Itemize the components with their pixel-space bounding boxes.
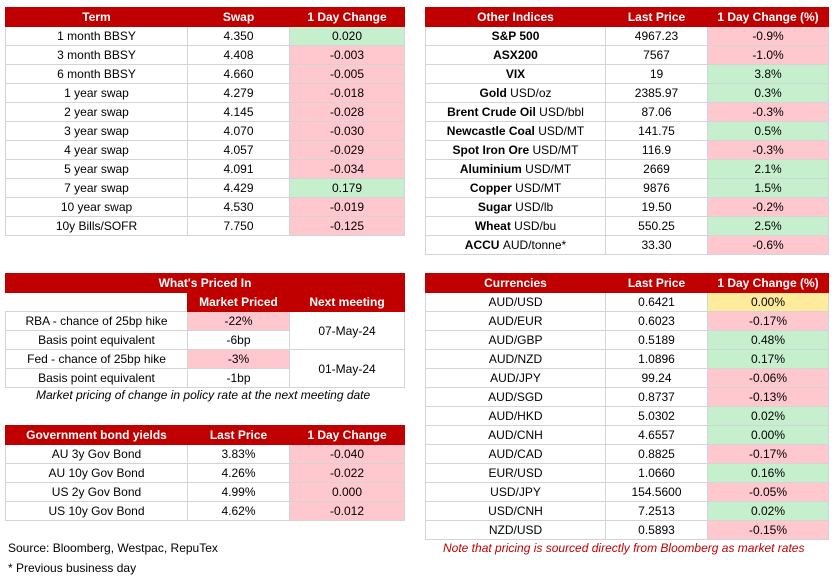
swap-change: 0.020 <box>290 27 405 46</box>
index-unit-label: USD/MT <box>538 124 585 138</box>
bonds-header-row <box>6 426 405 445</box>
currency-price: 99.24 <box>606 369 708 388</box>
currency-row <box>426 388 829 407</box>
index-price: 7567 <box>606 46 708 65</box>
swap-term: 7 year swap <box>6 179 188 198</box>
index-unit-label: USD/lb <box>515 200 554 214</box>
currency-row <box>426 369 829 388</box>
currency-change: 0.00% <box>708 293 829 312</box>
currency-price: 0.6023 <box>606 312 708 331</box>
swap-term: 6 month BBSY <box>6 65 188 84</box>
priced-in-value: -6bp <box>188 331 290 350</box>
bond-name: AU 10y Gov Bond <box>6 464 188 483</box>
indices-table <box>425 7 829 255</box>
currency-price: 4.6557 <box>606 426 708 445</box>
bond-change: -0.012 <box>290 502 405 521</box>
index-name-label: Copper <box>469 181 512 195</box>
bloomberg-note: Note that pricing is sourced directly from Bloomberg as market rates <box>443 541 805 555</box>
swap-row <box>6 84 405 103</box>
index-change: -0.9% <box>708 27 829 46</box>
index-price: 9876 <box>606 179 708 198</box>
swap-header-swap: Swap <box>188 8 290 27</box>
currency-price: 1.0660 <box>606 464 708 483</box>
currency-pair: NZD/USD <box>426 521 606 540</box>
swap-row <box>6 179 405 198</box>
index-change: -0.3% <box>708 141 829 160</box>
swap-change: -0.030 <box>290 122 405 141</box>
index-change: -0.3% <box>708 103 829 122</box>
index-change: 2.5% <box>708 217 829 236</box>
bonds-header-change: 1 Day Change <box>290 426 405 445</box>
index-row <box>426 198 829 217</box>
bond-change: 0.000 <box>290 483 405 502</box>
index-price: 550.25 <box>606 217 708 236</box>
index-unit-label: USD/MT <box>515 181 562 195</box>
index-name-label: VIX <box>505 67 526 81</box>
previous-day-note: * Previous business day <box>8 561 137 575</box>
index-price: 4967.23 <box>606 27 708 46</box>
swap-row <box>6 27 405 46</box>
index-name <box>426 141 606 160</box>
swap-value: 4.070 <box>188 122 290 141</box>
index-name-label: Gold <box>479 86 507 100</box>
currency-change: 0.02% <box>708 407 829 426</box>
swap-change: -0.018 <box>290 84 405 103</box>
index-name-label: S&P 500 <box>491 29 540 43</box>
currency-pair: AUD/USD <box>426 293 606 312</box>
currency-pair: AUD/NZD <box>426 350 606 369</box>
bonds-table <box>5 425 405 521</box>
swap-value: 4.350 <box>188 27 290 46</box>
index-price: 141.75 <box>606 122 708 141</box>
currencies-header-pair: Currencies <box>426 274 606 293</box>
currency-pair: AUD/CNH <box>426 426 606 445</box>
index-price: 116.9 <box>606 141 708 160</box>
swap-value: 4.057 <box>188 141 290 160</box>
swap-term: 4 year swap <box>6 141 188 160</box>
index-price: 2669 <box>606 160 708 179</box>
bond-price: 4.99% <box>188 483 290 502</box>
index-name <box>426 27 606 46</box>
swap-term: 1 month BBSY <box>6 27 188 46</box>
currency-price: 0.5189 <box>606 331 708 350</box>
swap-value: 4.279 <box>188 84 290 103</box>
indices-header-row <box>426 8 829 27</box>
indices-header-change: 1 Day Change (%) <box>708 8 829 27</box>
source-note: Source: Bloomberg, Westpac, RepuTex <box>8 541 218 555</box>
swap-change: -0.029 <box>290 141 405 160</box>
swap-term: 10 year swap <box>6 198 188 217</box>
currency-change: 0.00% <box>708 426 829 445</box>
currencies-header-price: Last Price <box>606 274 708 293</box>
bonds-header-name: Government bond yields <box>6 426 188 445</box>
index-name <box>426 198 606 217</box>
bonds-header-price: Last Price <box>188 426 290 445</box>
priced-in-title: What's Priced In <box>6 274 405 293</box>
currency-row <box>426 426 829 445</box>
swap-change: -0.003 <box>290 46 405 65</box>
bond-name: US 2y Gov Bond <box>6 483 188 502</box>
index-name-label: ASX200 <box>493 48 538 62</box>
swap-term: 3 year swap <box>6 122 188 141</box>
swap-change: 0.179 <box>290 179 405 198</box>
priced-in-row <box>6 350 405 369</box>
swap-value: 4.660 <box>188 65 290 84</box>
currency-change: -0.17% <box>708 445 829 464</box>
priced-in-row <box>6 312 405 331</box>
index-price: 87.06 <box>606 103 708 122</box>
currency-pair: AUD/GBP <box>426 331 606 350</box>
index-name <box>426 122 606 141</box>
currency-pair: USD/JPY <box>426 483 606 502</box>
currency-pair: AUD/HKD <box>426 407 606 426</box>
currency-change: 0.16% <box>708 464 829 483</box>
index-name <box>426 236 606 255</box>
index-name-label: Spot Iron Ore <box>452 143 530 157</box>
currencies-table <box>425 273 829 540</box>
swap-change: -0.028 <box>290 103 405 122</box>
index-row <box>426 103 829 122</box>
currency-change: 0.02% <box>708 502 829 521</box>
swap-change: -0.125 <box>290 217 405 236</box>
index-change: -1.0% <box>708 46 829 65</box>
swap-row <box>6 198 405 217</box>
swap-row <box>6 65 405 84</box>
index-price: 19 <box>606 65 708 84</box>
swap-value: 4.530 <box>188 198 290 217</box>
index-name <box>426 46 606 65</box>
indices-header-name: Other Indices <box>426 8 606 27</box>
bond-price: 4.26% <box>188 464 290 483</box>
swap-term: 2 year swap <box>6 103 188 122</box>
priced-in-label: Basis point equivalent <box>6 369 188 388</box>
currency-change: 0.17% <box>708 350 829 369</box>
priced-in-title-row <box>6 274 405 293</box>
currency-row <box>426 312 829 331</box>
currency-row <box>426 483 829 502</box>
index-change: 0.5% <box>708 122 829 141</box>
index-name <box>426 179 606 198</box>
swap-row <box>6 160 405 179</box>
currency-change: -0.15% <box>708 521 829 540</box>
index-name-label: Wheat <box>474 219 511 233</box>
index-row <box>426 141 829 160</box>
currency-row <box>426 331 829 350</box>
index-unit-label: USD/bbl <box>539 105 584 119</box>
index-name-label: Sugar <box>477 200 512 214</box>
index-row <box>426 217 829 236</box>
currency-price: 1.0896 <box>606 350 708 369</box>
currency-row <box>426 293 829 312</box>
currency-change: -0.05% <box>708 483 829 502</box>
index-name <box>426 160 606 179</box>
swap-table <box>5 7 405 236</box>
currencies-header-row <box>426 274 829 293</box>
currency-pair: AUD/SGD <box>426 388 606 407</box>
bond-price: 4.62% <box>188 502 290 521</box>
index-name-label: Newcastle Coal <box>446 124 535 138</box>
currency-change: -0.06% <box>708 369 829 388</box>
index-change: -0.2% <box>708 198 829 217</box>
index-unit-label: USD/bu <box>514 219 557 233</box>
priced-in-meeting-date: 07-May-24 <box>290 312 405 350</box>
index-change: 3.8% <box>708 65 829 84</box>
bond-change: -0.022 <box>290 464 405 483</box>
currency-pair: USD/CNH <box>426 502 606 521</box>
swap-value: 4.408 <box>188 46 290 65</box>
index-name-label: Brent Crude Oil <box>447 105 536 119</box>
index-name-label: Aluminium <box>459 162 522 176</box>
bond-name: US 10y Gov Bond <box>6 502 188 521</box>
index-row <box>426 160 829 179</box>
priced-in-table <box>5 273 405 388</box>
priced-in-blank-cell <box>6 293 188 312</box>
currency-price: 0.5893 <box>606 521 708 540</box>
currencies-header-change: 1 Day Change (%) <box>708 274 829 293</box>
swap-change: -0.005 <box>290 65 405 84</box>
currency-row <box>426 464 829 483</box>
swap-change: -0.034 <box>290 160 405 179</box>
bond-row <box>6 502 405 521</box>
index-row <box>426 27 829 46</box>
priced-in-subheader-row <box>6 293 405 312</box>
swap-change: -0.019 <box>290 198 405 217</box>
swap-header-term: Term <box>6 8 188 27</box>
swap-row <box>6 141 405 160</box>
swap-term: 3 month BBSY <box>6 46 188 65</box>
priced-in-label: Basis point equivalent <box>6 331 188 350</box>
index-row <box>426 179 829 198</box>
currency-row <box>426 350 829 369</box>
index-name-label: ACCU <box>464 238 500 252</box>
currency-pair: EUR/USD <box>426 464 606 483</box>
swap-row <box>6 46 405 65</box>
swap-row <box>6 217 405 236</box>
bond-row <box>6 445 405 464</box>
swap-row <box>6 122 405 141</box>
swap-term: 1 year swap <box>6 84 188 103</box>
currency-pair: AUD/JPY <box>426 369 606 388</box>
currency-pair: AUD/CAD <box>426 445 606 464</box>
bond-row <box>6 483 405 502</box>
currency-price: 154.5600 <box>606 483 708 502</box>
priced-in-meeting-date: 01-May-24 <box>290 350 405 388</box>
priced-in-value: -3% <box>188 350 290 369</box>
swap-value: 4.429 <box>188 179 290 198</box>
index-row <box>426 84 829 103</box>
priced-in-label: RBA - chance of 25bp hike <box>6 312 188 331</box>
swap-value: 7.750 <box>188 217 290 236</box>
index-name <box>426 65 606 84</box>
swap-header-change: 1 Day Change <box>290 8 405 27</box>
currency-change: -0.13% <box>708 388 829 407</box>
index-name <box>426 103 606 122</box>
index-row <box>426 46 829 65</box>
index-row <box>426 65 829 84</box>
swap-value: 4.091 <box>188 160 290 179</box>
currency-price: 5.0302 <box>606 407 708 426</box>
index-change: 1.5% <box>708 179 829 198</box>
indices-header-price: Last Price <box>606 8 708 27</box>
currency-price: 0.6421 <box>606 293 708 312</box>
currency-row <box>426 407 829 426</box>
index-unit-label: USD/MT <box>532 143 579 157</box>
priced-in-value: -22% <box>188 312 290 331</box>
priced-in-value: -1bp <box>188 369 290 388</box>
bond-name: AU 3y Gov Bond <box>6 445 188 464</box>
currency-price: 7.2513 <box>606 502 708 521</box>
index-unit-label: AUD/tonne* <box>502 238 567 252</box>
swap-term: 10y Bills/SOFR <box>6 217 188 236</box>
swap-row <box>6 103 405 122</box>
index-change: 0.3% <box>708 84 829 103</box>
currency-row <box>426 521 829 540</box>
currency-row <box>426 445 829 464</box>
index-name <box>426 217 606 236</box>
priced-in-label: Fed - chance of 25bp hike <box>6 350 188 369</box>
currency-price: 0.8737 <box>606 388 708 407</box>
bond-change: -0.040 <box>290 445 405 464</box>
index-price: 19.50 <box>606 198 708 217</box>
currency-row <box>426 502 829 521</box>
index-unit-label: USD/MT <box>525 162 572 176</box>
index-row <box>426 236 829 255</box>
index-price: 2385.97 <box>606 84 708 103</box>
index-unit-label: USD/oz <box>510 86 552 100</box>
swap-value: 4.145 <box>188 103 290 122</box>
priced-in-header-market: Market Priced <box>188 293 290 312</box>
bond-price: 3.83% <box>188 445 290 464</box>
currency-change: 0.48% <box>708 331 829 350</box>
currency-change: -0.17% <box>708 312 829 331</box>
index-name <box>426 84 606 103</box>
priced-in-header-meeting: Next meeting <box>290 293 405 312</box>
swap-header-row <box>6 8 405 27</box>
currency-price: 0.8825 <box>606 445 708 464</box>
index-price: 33.30 <box>606 236 708 255</box>
index-change: 2.1% <box>708 160 829 179</box>
index-change: -0.6% <box>708 236 829 255</box>
currency-pair: AUD/EUR <box>426 312 606 331</box>
priced-in-note: Market pricing of change in policy rate at the next meeting date <box>36 388 371 402</box>
index-row <box>426 122 829 141</box>
bond-row <box>6 464 405 483</box>
swap-term: 5 year swap <box>6 160 188 179</box>
